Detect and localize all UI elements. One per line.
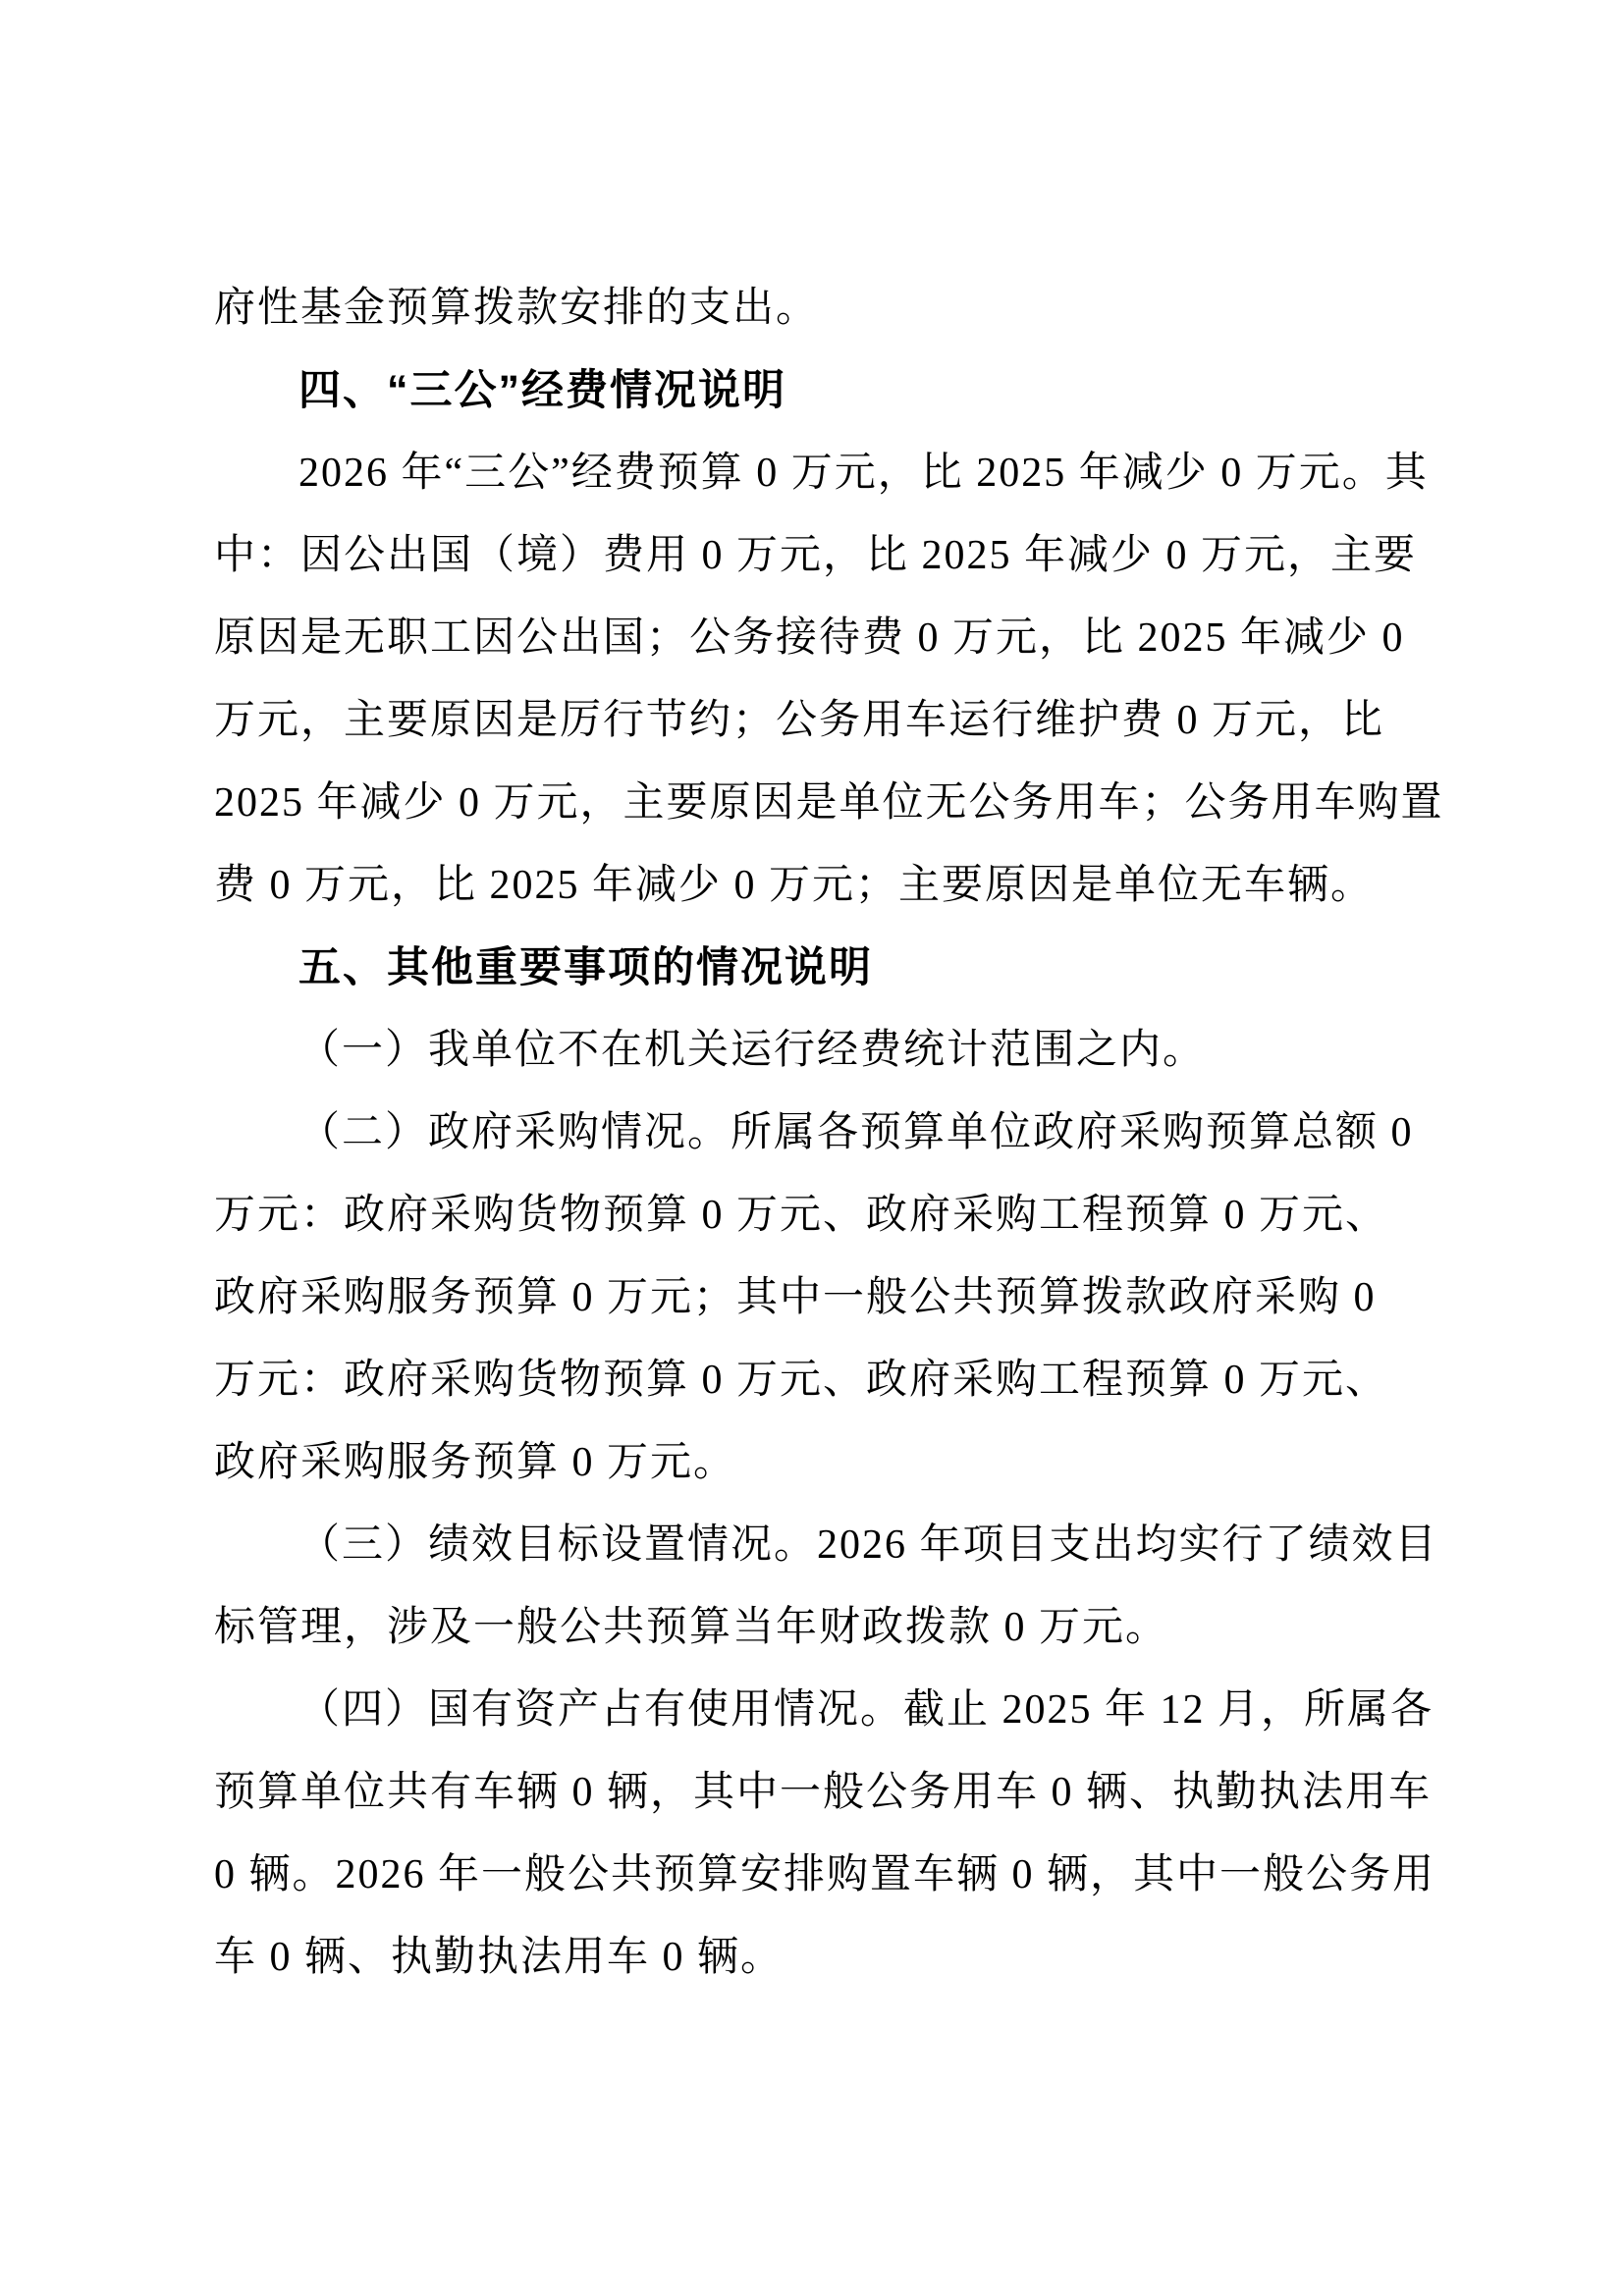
text-line-20: 0 辆。2026 年一般公共预算安排购置车辆 0 辆，其中一般公务用 [214,1852,1436,1897]
text-line-01: 府性基金预算拨款安排的支出。 [214,286,820,331]
text-line-12: 万元：政府采购货物预算 0 万元、政府采购工程预算 0 万元、 [214,1193,1389,1238]
text-line-08: 费 0 万元，比 2025 年减少 0 万元；主要原因是单位无车辆。 [214,863,1375,908]
text-line-10: （一）我单位不在机关运行经费统计范围之内。 [298,1028,1207,1073]
section-heading-4: 四、“三公”经费情况说明 [298,367,786,414]
text-line-16: （三）绩效目标设置情况。2026 年项目支出均实行了绩效目 [298,1522,1438,1568]
text-line-11: （二）政府采购情况。所属各预算单位政府采购预算总额 0 [298,1110,1414,1155]
text-line-03: 2026 年“三公”经费预算 0 万元，比 2025 年减少 0 万元。其 [298,451,1429,496]
text-line-17: 标管理，涉及一般公共预算当年财政拨款 0 万元。 [214,1605,1169,1650]
text-line-13: 政府采购服务预算 0 万元；其中一般公共预算拨款政府采购 0 [214,1275,1377,1320]
text-line-21: 车 0 辆、执勤执法用车 0 辆。 [214,1935,785,1980]
text-line-14: 万元：政府采购货物预算 0 万元、政府采购工程预算 0 万元、 [214,1358,1389,1403]
text-line-19: 预算单位共有车辆 0 辆，其中一般公务用车 0 辆、执勤执法用车 [214,1770,1433,1815]
text-line-07: 2025 年减少 0 万元，主要原因是单位无公务用车；公务用车购置 [214,780,1444,826]
text-line-05: 原因是无职工因公出国；公务接待费 0 万元，比 2025 年减少 0 [214,615,1405,661]
text-line-18: （四）国有资产占有使用情况。截止 2025 年 12 月，所属各 [298,1687,1435,1733]
text-line-04: 中：因公出国（境）费用 0 万元，比 2025 年减少 0 万元，主要 [214,533,1418,578]
document-text-block [214,267,1444,1999]
section-heading-5: 五、其他重要事项的情况说明 [298,944,873,991]
text-line-15: 政府采购服务预算 0 万元。 [214,1440,737,1485]
text-line-06: 万元，主要原因是厉行节约；公务用车运行维护费 0 万元，比 [214,698,1385,743]
